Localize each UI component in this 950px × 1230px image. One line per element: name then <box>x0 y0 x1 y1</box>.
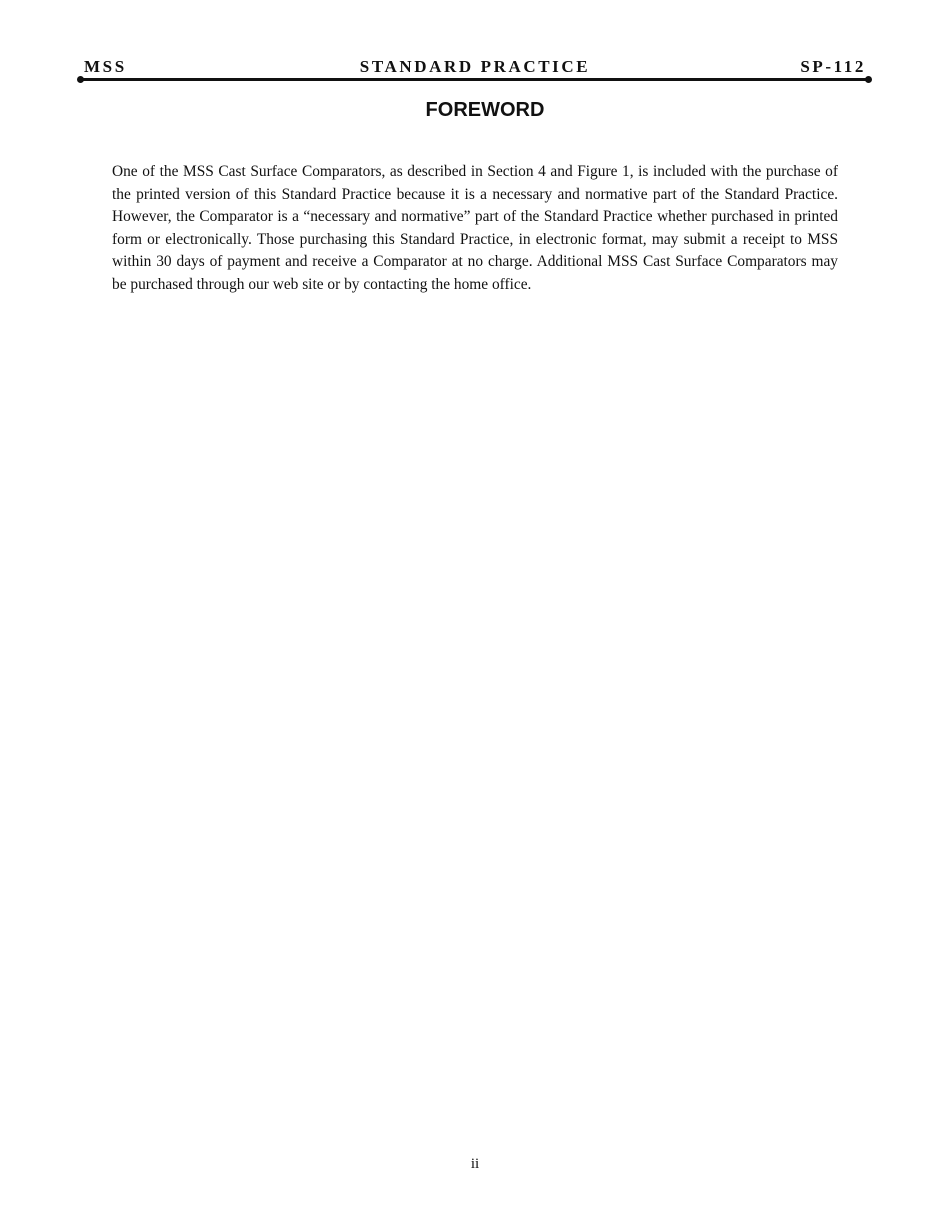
section-title: FOREWORD <box>425 99 545 121</box>
header-organization: MSS <box>84 57 127 76</box>
header-document-type: STANDARD PRACTICE <box>359 57 591 76</box>
header-rule <box>81 78 868 81</box>
page-number: ii <box>470 1156 480 1172</box>
header-rule-right-dot <box>865 76 872 83</box>
page-header <box>84 57 866 79</box>
foreword-paragraph: One of the MSS Cast Surface Comparators, as described in Section 4 and Figure 1, is included with the purchase of the printed version of this Standard Practice because it is a necessary and normative part of the Standard Practice. However, the Comparator is a “necessary and normative” part of the Standard Practice whether purchased in printed form or electronically. Those purchasing this Standard Practice, in electronic format, may submit a receipt to MSS within 30 days of payment and receive a Comparator at no charge. Additional MSS Cast Surface Comparators may be purchased through our web site or by contacting the home office. <box>112 163 838 293</box>
header-rule-left-dot <box>77 76 84 83</box>
header-document-number: SP-112 <box>800 57 866 76</box>
